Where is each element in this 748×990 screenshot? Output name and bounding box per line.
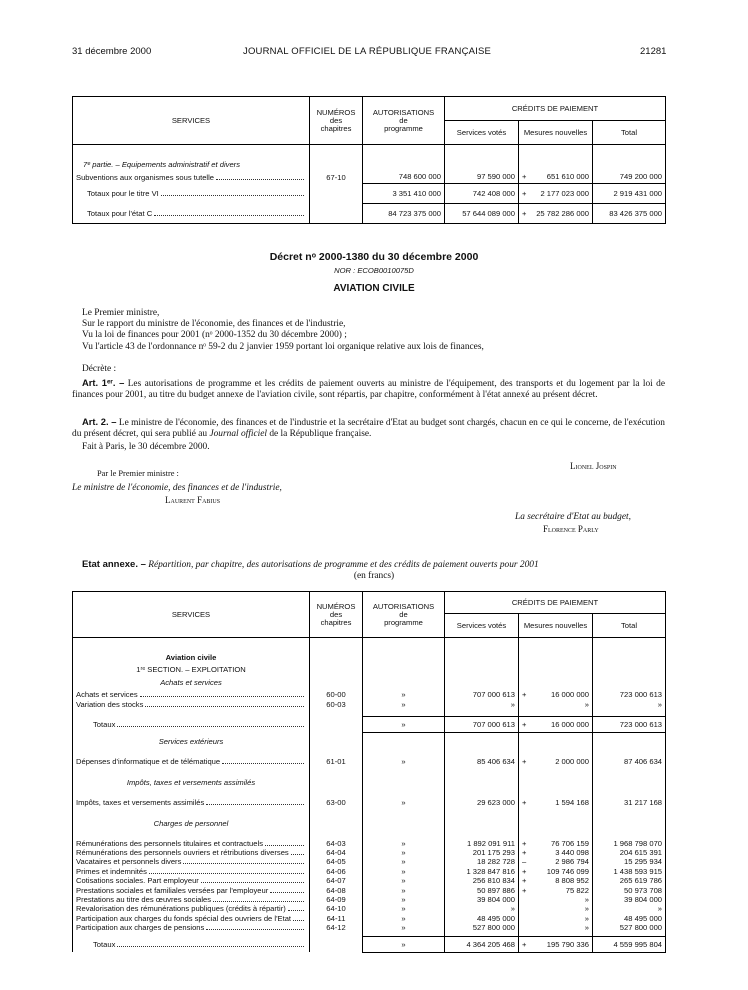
row-mesures-nouvelles: + 8 808 952 [519,876,593,885]
annex-heading: Etat annexe. – Répartition, par chapitre, des autorisations de programme et des crédits de paiement ouverts pour 2001 [82,559,539,570]
row-chapter: 64-06 [310,867,363,876]
row-autorisations: » [363,923,445,932]
row-total: 39 804 000 [593,895,666,904]
table-row [73,700,666,710]
row-sign: + [522,885,527,895]
table-row [73,857,666,866]
row-mesures-nouvelles: + 195 790 336 [519,936,593,952]
row-autorisations: » [363,798,445,808]
row-label: Vacataires et personnels divers [73,857,310,866]
row-autorisations: » [363,717,445,733]
row-label: Totaux [73,717,310,733]
row-sign: + [522,757,527,766]
row-mesures-nouvelles: » [519,923,593,932]
row-sign: + [522,939,527,949]
row-chapter: 64-10 [310,904,363,913]
row-total: 1 968 798 070 [593,839,666,848]
section-label: 7ᵉ partie. – Equipements administratif et divers [73,159,310,171]
totals-row [73,717,666,733]
decree-preamble: Le Premier ministre, Sur le rapport du ministre de l'économie, des finances et de l'industrie, Vu la loi de finances pour 2001 (nᵒ 2000-1352 du 30 décembre 2000) ; Vu l'article 43 de l'ordonnance nᵒ 59-2 du 2 janvier 1959 portant loi organique relative aux lois de finances, [82,308,484,352]
group-title: Impôts, taxes et versements assimilés [73,774,310,792]
col-header-total: Total [593,121,666,145]
row-sign: + [522,838,527,848]
table-row [73,923,666,932]
col-header-credits: CRÉDITS DE PAIEMENT [445,97,666,121]
row-chapter: 60-00 [310,690,363,700]
row-label: Rémunérations des personnels ouvriers et rétributions diverses [73,848,310,857]
row-mesures-nouvelles: + 75 822 [519,885,593,894]
row-autorisations: » [363,904,445,913]
row-total: 4 559 995 804 [593,936,666,952]
row-sign: + [522,848,527,858]
minister-title: Le ministre de l'économie, des finances et de l'industrie, [72,483,282,493]
row-total: 204 615 391 [593,848,666,857]
annex-unit: (en francs) [353,571,395,581]
col-header-autorisations: AUTORISATIONS de programme [363,97,445,145]
table-row: Totaux pour l'état C 84 723 375 000 57 644 089 000 + 25 782 286 000 83 426 375 000 [73,204,666,224]
decrete-label: Décrète : [82,364,117,374]
row-services-votes: 29 623 000 [445,798,519,808]
row-total: 87 406 634 [593,757,666,767]
row-autorisations: » [363,690,445,700]
row-autorisations: » [363,839,445,848]
row-chapter: 64-12 [310,923,363,932]
row-autorisations: » [363,914,445,923]
row-sign: + [522,876,527,886]
row-services-votes: 527 800 000 [445,923,519,932]
row-label: Prestations au titre des œuvres sociales [73,895,310,904]
row-total: 50 973 708 [593,885,666,894]
group-title: Achats et services [73,676,310,690]
row-chapter: 61-01 [310,757,363,767]
row-sign: + [522,720,527,729]
secretary-name: Florence Parly [543,524,599,534]
page-number: 21281 [640,46,667,57]
row-autorisations: » [363,857,445,866]
table-row [73,876,666,885]
header-title: JOURNAL OFFICIEL DE LA RÉPUBLIQUE FRANÇAISE [243,46,492,57]
fait-a-paris: Fait à Paris, le 30 décembre 2000. [82,442,210,452]
row-autorisations: » [363,876,445,885]
table-row [73,885,666,894]
row-total: 265 619 786 [593,876,666,885]
annex-table [72,591,666,953]
row-services-votes: 707 000 613 [445,717,519,733]
secretary-title: La secrétaire d'Etat au budget, [515,512,631,522]
signature-premier-ministre: Lionel Jospin [570,461,617,471]
row-services-votes: 48 495 000 [445,914,519,923]
col-header-services: SERVICES [73,592,310,638]
row-chapter: 60-03 [310,700,363,710]
row-sign: + [522,866,527,876]
row-services-votes: 4 364 205 468 [445,936,519,952]
row-total: 527 800 000 [593,923,666,932]
row-autorisations: » [363,848,445,857]
row-services-votes: 50 897 886 [445,885,519,894]
credits-table-top [72,96,666,224]
row-label: Primes et indemnités [73,867,310,876]
row-chapter: 64-07 [310,876,363,885]
group-title: Charges de personnel [73,815,310,833]
row-total: 723 000 613 [593,717,666,733]
row-autorisations: » [363,757,445,767]
row-total: 723 000 613 [593,690,666,700]
table-row [73,798,666,808]
article-1: Art. 1ᵉʳ. – Les autorisations de programme et les crédits de paiement ouverts au ministre de l'équipement, des transports et du logement par la loi de finances pour 2001, au titre du budget annexe de l'aviation civile, sont répartis, par chapitre, conformément à l'état annexé au présent décret. [72,377,666,401]
table-row [73,839,666,848]
row-chapter: 64-09 [310,895,363,904]
row-mesures-nouvelles: + 1 594 168 [519,798,593,808]
row-autorisations: » [363,885,445,894]
table-row [73,904,666,913]
row-label: Participation aux charges du fonds spécial des ouvriers de l'Etat [73,914,310,923]
row-autorisations: » [363,700,445,710]
table-row: Subventions aux organismes sous tutelle 67-10 748 600 000 97 590 000 + 651 610 000 749 200 000 [73,171,666,184]
row-services-votes: 256 810 834 [445,876,519,885]
row-total: » [593,700,666,710]
row-autorisations: » [363,936,445,952]
row-mesures-nouvelles: + 3 440 098 [519,848,593,857]
row-total: 31 217 168 [593,798,666,808]
decree-subject: AVIATION CIVILE [333,283,415,294]
row-total: 48 495 000 [593,914,666,923]
row-services-votes: 201 175 293 [445,848,519,857]
col-header-mesures-nouvelles: Mesures nouvelles [519,614,593,638]
row-services-votes: 39 804 000 [445,895,519,904]
row-label: Rémunérations des personnels titulaires et contractuels [73,839,310,848]
row-services-votes: » [445,700,519,710]
annex-title-main: Aviation civile [73,652,310,664]
row-chapter [310,717,363,733]
row-autorisations: » [363,867,445,876]
article-2: Art. 2. – Le ministre de l'économie, des finances et de l'industrie et la secrétaire d'Etat au budget sont chargés, chacun en ce qui le concerne, de l'exécution du présent décret, qui sera publié au Journal officiel de la République française. [72,416,665,440]
row-mesures-nouvelles: + 109 746 099 [519,867,593,876]
row-label: Prestations sociales et familiales versées par l'employeur [73,885,310,894]
decree-nor: NOR : ECOB0010075D [334,266,414,275]
row-autorisations: » [363,895,445,904]
row-mesures-nouvelles: » [519,914,593,923]
annex-title-section: 1ʳᵉ SECTION. – EXPLOITATION [73,664,310,676]
row-chapter: 64-03 [310,839,363,848]
row-label: Revalorisation des rémunérations publiques (crédits à répartir) [73,904,310,913]
row-mesures-nouvelles: – 2 986 794 [519,857,593,866]
table-row [73,914,666,923]
row-mesures-nouvelles: » [519,700,593,710]
row-mesures-nouvelles: + 76 706 159 [519,839,593,848]
row-label: Variation des stocks [73,700,310,710]
totals-row [73,936,666,952]
row-services-votes: 85 406 634 [445,757,519,767]
row-mesures-nouvelles: » [519,895,593,904]
table-row [73,895,666,904]
row-chapter: 64-04 [310,848,363,857]
row-label: Achats et services [73,690,310,700]
minister-name: Laurent Fabius [165,495,221,505]
row-services-votes: 1 328 847 816 [445,867,519,876]
table-row: Totaux pour le titre VI 3 351 410 000 742 408 000 + 2 177 023 000 2 919 431 000 [73,184,666,204]
table-row [73,757,666,767]
col-header-credits: CRÉDITS DE PAIEMENT [445,592,666,614]
row-label: Dépenses d'informatique et de télématique [73,757,310,767]
col-header-mesures-nouvelles: Mesures nouvelles [519,121,593,145]
row-mesures-nouvelles: » [519,904,593,913]
row-services-votes: 18 282 728 [445,857,519,866]
table-row [73,690,666,700]
row-total: 1 438 593 915 [593,867,666,876]
row-label: Impôts, taxes et versements assimilés [73,798,310,808]
row-chapter: 64-08 [310,885,363,894]
col-header-total: Total [593,614,666,638]
row-label: Totaux [73,936,310,952]
row-label: Participation aux charges de pensions [73,923,310,932]
par-le-premier-ministre: Par le Premier ministre : [97,469,179,478]
row-mesures-nouvelles: + 16 000 000 [519,717,593,733]
row-services-votes: 1 892 091 911 [445,839,519,848]
row-sign: + [522,690,527,699]
table-row [73,867,666,876]
col-header-autorisations: AUTORISATIONS de programme [363,592,445,638]
row-total: » [593,904,666,913]
col-header-services: SERVICES [73,97,310,145]
table-row [73,848,666,857]
row-sign: + [522,798,527,807]
row-total: 15 295 934 [593,857,666,866]
col-header-services-votes: Services votés [445,121,519,145]
row-chapter: 64-11 [310,914,363,923]
decree-title: Décret nᵒ 2000-1380 du 30 décembre 2000 [269,251,479,263]
row-services-votes: » [445,904,519,913]
row-mesures-nouvelles: + 16 000 000 [519,690,593,700]
group-title: Services extérieurs [73,733,310,751]
row-chapter: 63-00 [310,798,363,808]
row-chapter [310,936,363,952]
row-label: Cotisations sociales. Part employeur [73,876,310,885]
col-header-chapitres: NUMÉROS des chapitres [310,592,363,638]
row-services-votes: 707 000 613 [445,690,519,700]
header-date: 31 décembre 2000 [72,46,152,57]
col-header-services-votes: Services votés [445,614,519,638]
col-header-chapitres: NUMÉROS des chapitres [310,97,363,145]
row-mesures-nouvelles: + 2 000 000 [519,757,593,767]
row-chapter: 64-05 [310,857,363,866]
row-sign: – [522,857,527,867]
